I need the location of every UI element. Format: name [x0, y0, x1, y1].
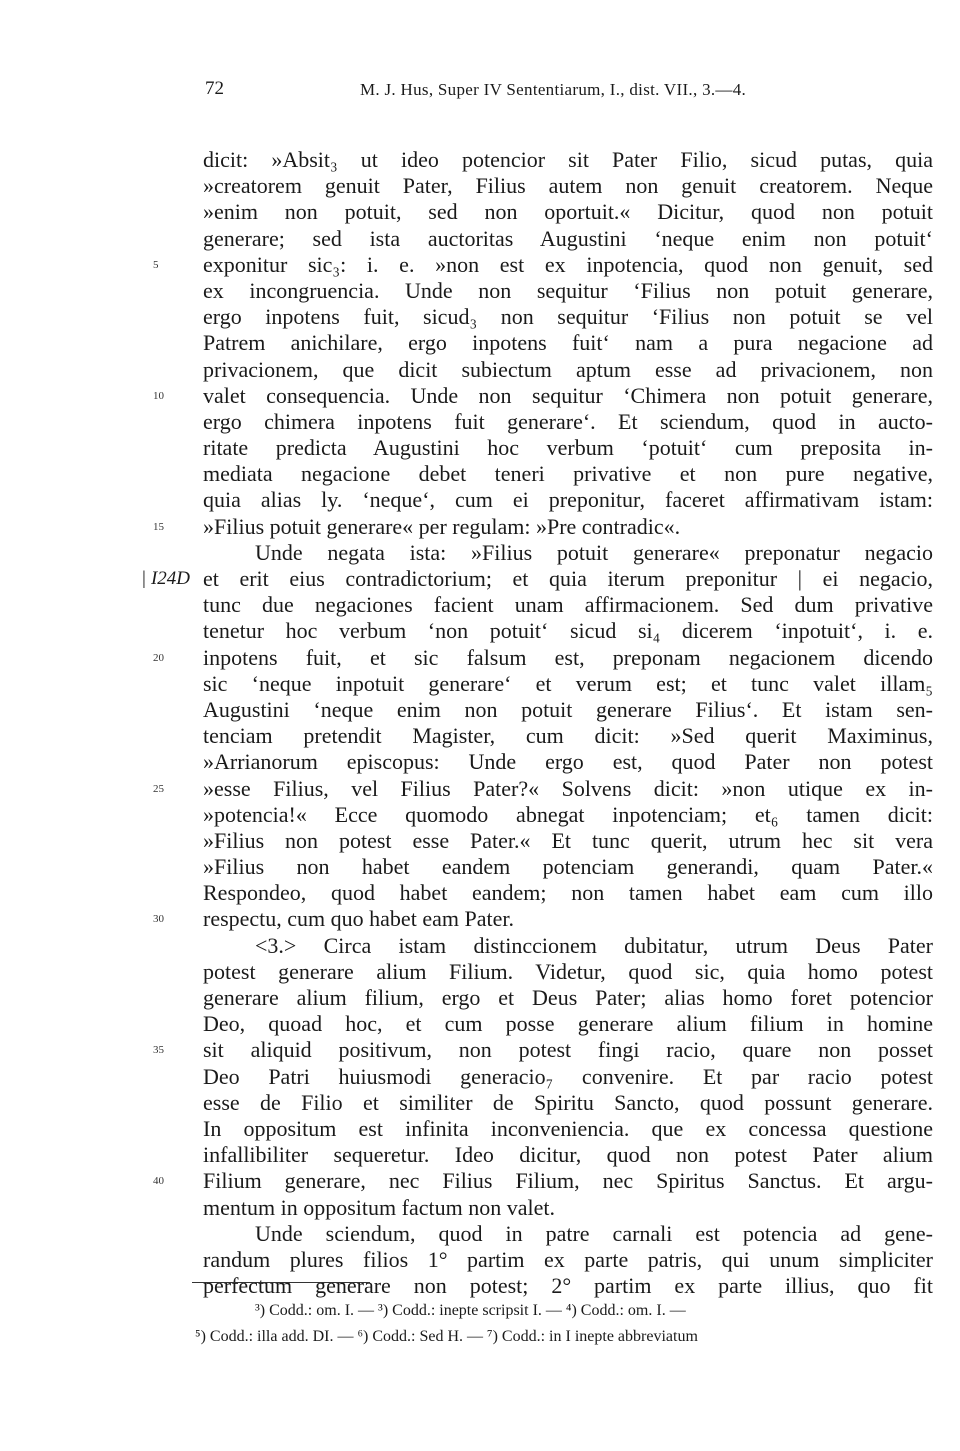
line-number: 15 [153, 520, 164, 533]
line-text: sic ‘neque inpotuit generare‘ et verum est; et tunc valet illam₅ [203, 670, 933, 696]
text-line [203, 880, 933, 906]
line-text: inpotens fuit, et sic falsum est, preponam negacionem dicendo [203, 644, 933, 670]
line-number: 30 [153, 913, 164, 926]
line-text: »creatorem genuit Pater, Filius autem non genuit creatorem. Neque [203, 173, 933, 199]
line-text: »Filius non habet eandem potenciam generandi, quam Pater.« [203, 854, 933, 880]
line-text: »enim non potuit, sed non oportuit.« Dicitur, quod non potuit [203, 199, 933, 225]
page-number: 72 [205, 78, 224, 99]
line-text: Filium generare, nec Filius Filium, nec Spiritus Sanctus. Et argu- [203, 1168, 933, 1194]
text-line [203, 1273, 933, 1299]
text-line [203, 723, 933, 749]
text-line [203, 1090, 933, 1116]
text-line [203, 1142, 933, 1168]
main-text [141, 147, 933, 1299]
line-text: In oppositum est infinita inconveniencia. que ex concessa questione [203, 1115, 933, 1141]
line-text: potest generare alium Filium. Videtur, quod sic, quia homo potest [203, 958, 933, 984]
line-text: Respondeo, quod habet eandem; non tamen habet eam cum illo [203, 880, 933, 906]
line-text: »Filius potuit generare« per regulam: »Pre contradic«. [203, 513, 681, 539]
line-text: et erit eius contradictorium; et quia iterum preponitur | ei negacio, [203, 566, 933, 591]
text-line [203, 1247, 933, 1273]
line-text: dicit: »Absit₃ ut ideo potencior sit Pater Filio, sicud putas, quia [203, 147, 933, 172]
footnotes [195, 1298, 935, 1350]
line-text: Unde sciendum, quod in patre carnali est potencia ad gene- [255, 1220, 933, 1246]
line-text: Deo, quoad hoc, et cum posse generare alium filium in homine [203, 1011, 933, 1037]
text-line [203, 147, 933, 173]
text-line [203, 173, 933, 199]
text-line [203, 540, 933, 566]
text-line [203, 226, 933, 252]
line-text: »potencia!« Ecce quomodo abnegat inpotenciam; et₆ tamen dicit: [203, 801, 933, 827]
line-text: tunc due negaciones facient unam affirmacionem. Sed dum privative [203, 592, 933, 618]
line-text: mentum in oppositum factum non valet. [203, 1194, 555, 1220]
text-line [203, 933, 933, 959]
text-line [203, 697, 933, 723]
margin-folio-reference: | I24D [141, 568, 191, 589]
text-line [203, 487, 933, 513]
text-line [153, 775, 933, 802]
text-line [203, 1011, 933, 1037]
line-number: 20 [153, 651, 164, 664]
text-line [203, 592, 933, 618]
line-text: respectu, cum quo habet eam Pater. [203, 906, 514, 932]
line-text: quia alias ly. ‘neque‘, cum ei preponitur, faceret affirmativam istam: [203, 487, 933, 513]
line-text: sit aliquid positivum, non potest fingi racio, quare non posset [203, 1037, 933, 1063]
line-text: Unde negata ista: »Filius potuit generare« preponatur negacio [255, 539, 933, 565]
text-line [203, 1195, 933, 1221]
line-text: privacionem, que dicit subiectum aptum esse ad privacionem, non [203, 356, 933, 382]
line-text: tenetur hoc verbum ‘non potuit‘ sicud si₄ dicerem ‘inpotuit‘, i. e. [203, 618, 933, 644]
text-line [203, 802, 933, 828]
text-line [203, 828, 933, 854]
text-line [203, 1116, 933, 1142]
line-text: ergo chimera inpotens fuit generare‘. Et sciendum, quod in aucto- [203, 408, 933, 434]
line-text: infallibiliter sequeretur. Ideo dicitur, quod non potest Pater alium [203, 1142, 933, 1168]
footnote-rule [192, 1282, 370, 1283]
text-line [153, 251, 933, 278]
text-line [203, 435, 933, 461]
text-line [153, 1168, 933, 1194]
line-text: esse de Filio et similiter de Spiritu Sancto, quod possunt generare. [203, 1089, 933, 1115]
text-line [203, 409, 933, 435]
text-line [203, 330, 933, 356]
line-text: Augustini ‘neque enim non potuit generare Filius‘. Et istam sen- [203, 696, 933, 722]
line-text: Deo Patri huiusmodi generacio₇ convenire. Et par racio potest [203, 1063, 933, 1089]
line-text: Patrem anichilare, ergo inpotens fuit‘ nam a pura negacione ad [203, 330, 933, 356]
text-line [153, 1037, 933, 1063]
text-line [203, 618, 933, 644]
line-number: 25 [153, 782, 164, 795]
text-line [153, 906, 933, 932]
page-header [0, 78, 960, 108]
line-text: valet consequencia. Unde non sequitur ‘Chimera non potuit generare, [203, 382, 933, 408]
text-line [203, 749, 933, 775]
line-text: <3.> Circa istam distinccionem dubitatur, utrum Deus Pater [255, 932, 933, 958]
line-text: ergo inpotens fuit, sicud₃ non sequitur ‘Filius non potuit se vel [203, 304, 933, 330]
line-text: perfectum generare non potest; 2° partim ex parte illius, quo fit [203, 1273, 933, 1299]
line-text: tenciam pretendit Magister, cum dicit: »Sed querit Maximinus, [203, 723, 933, 749]
text-line [203, 1221, 933, 1247]
text-line [153, 382, 933, 409]
line-text: »Filius non potest esse Pater.« Et tunc querit, utrum hec sit vera [203, 827, 933, 853]
text-line [153, 644, 933, 671]
text-line [203, 357, 933, 383]
text-line [153, 513, 933, 540]
line-number: 5 [153, 258, 159, 271]
running-title: M. J. Hus, Super IV Sententiarum, I., dist. VII., 3.—4. [360, 80, 747, 99]
line-text: ritate predicta Augustini hoc verbum ‘potuit‘ cum preposita in- [203, 435, 933, 461]
text-line [203, 199, 933, 225]
line-text: ex incongruencia. Unde non sequitur ‘Filius non potuit generare, [203, 277, 933, 303]
line-text: randum plures filios 1° partim ex parte patris, qui unum simpliciter [203, 1246, 933, 1272]
text-line [203, 985, 933, 1011]
text-line [203, 854, 933, 880]
line-text: »Arrianorum episcopus: Unde ergo est, quod Pater non potest [203, 749, 933, 775]
text-line [203, 304, 933, 330]
line-text: »esse Filius, vel Filius Pater?« Solvens dicit: »non utique ex in- [203, 775, 933, 801]
text-line [203, 278, 933, 304]
text-line [203, 461, 933, 487]
text-line [203, 1064, 933, 1090]
line-number: 40 [153, 1175, 164, 1188]
line-text: mediata negacione debet teneri privative et non pure negative, [203, 461, 933, 487]
line-number: 10 [153, 389, 164, 402]
text-line [203, 959, 933, 985]
line-text: exponitur sic₃: i. e. »non est ex inpotencia, quod non genuit, sed [203, 251, 933, 277]
text-line [203, 671, 933, 697]
text-line [141, 566, 933, 592]
line-text: generare alium filium, ergo et Deus Pater; alias homo foret potencior [203, 985, 933, 1010]
line-number: 35 [153, 1044, 164, 1057]
footnote-line: ³) Codd.: om. I. — ³) Codd.: inepte scripsit I. — ⁴) Codd.: om. I. — [255, 1302, 686, 1319]
line-text: generare; sed ista auctoritas Augustini ‘neque enim non potuit‘ [203, 225, 933, 251]
footnote-line: ⁵) Codd.: illa add. DI. — ⁶) Codd.: Sed H. — ⁷) Codd.: in I inepte abbreviatum [195, 1328, 698, 1345]
